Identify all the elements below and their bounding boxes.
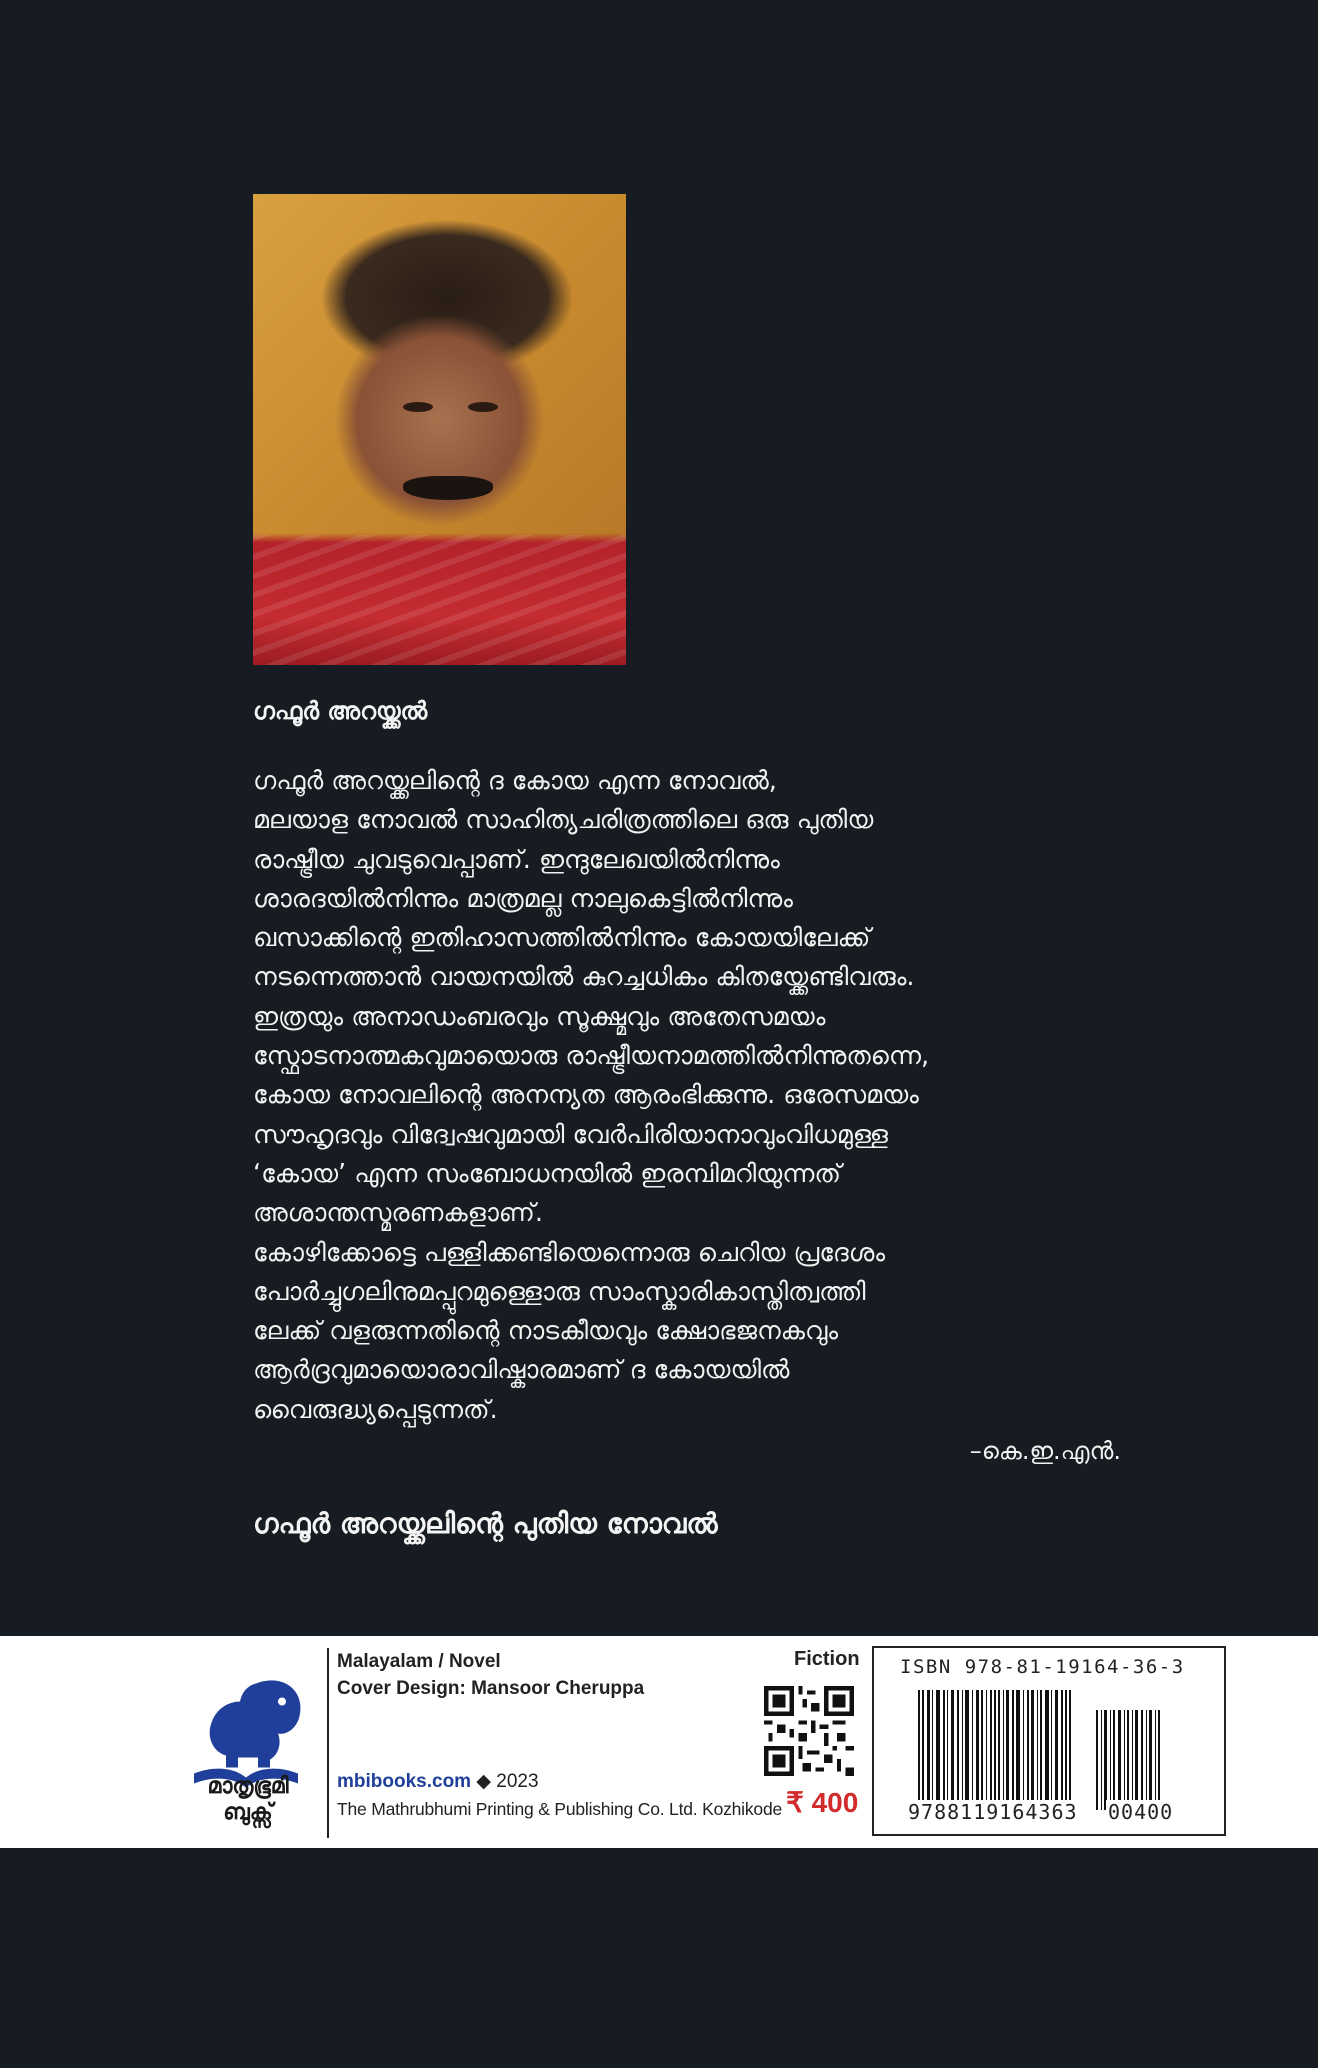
blurb-line: ‘കോയ’ എന്ന സംബോധനയിൽ ഇരമ്പിമറിയുന്നത് [253,1158,841,1189]
blurb-line: രാഷ്ട്രീയ ചുവടുവെപ്പാണ്. ഇന്ദുലേഖയിൽനിന്നും [253,844,780,875]
logo-text-line1: മാതൃഭൂമി [207,1774,289,1799]
book-blurb [253,762,1133,1430]
blurb-line: ഖസാക്കിന്റെ ഇതിഹാസത്തിൽനിന്നും കോയയിലേക്ക് [253,923,871,954]
barcode-addon-number: 00400 [1108,1800,1174,1824]
barcode-icon [918,1690,1208,1810]
blurb-line: വൈരുദ്ധ്യപ്പെടുന്നത്. [253,1394,498,1425]
footer-divider [327,1648,329,1838]
author-photo [253,194,626,665]
qr-code-icon[interactable] [764,1686,854,1776]
blurb-line: പോർച്ചുഗലിനുമപ്പുറമുള്ളൊരു സാംസ്കാരികാസ്തിത്വത്തി [253,1276,866,1307]
blurb-line: ശാരദയിൽനിന്നും മാത്രമല്ല നാലുകെട്ടിൽനിന്നും [253,883,793,914]
publisher-name: The Mathrubhumi Printing & Publishing Co. Ltd. Kozhikode [337,1799,783,1819]
book-meta [337,1648,644,1702]
website-link[interactable]: mbibooks.com [337,1771,472,1792]
book-category: Malayalam / Novel [337,1651,501,1672]
blurb-line: ആർദ്രവുമായൊരാവിഷ്കാരമാണ് ദ കോയയിൽ [253,1355,790,1386]
diamond-separator: ◆ [476,1771,491,1792]
logo-text-line2: ബുക്സ് [223,1800,273,1825]
blurb-line: കോയ നോവലിന്റെ അനന്യത ആരംഭിക്കുന്നു. ഒരേസമയം [253,1080,919,1111]
author-photo-eye-left [403,402,433,412]
blurb-line: കോഴിക്കോട്ടെ പള്ളിക്കണ്ടിയെന്നൊരു ചെറിയ പ്രദേശം [253,1237,886,1268]
publication-year: 2023 [496,1771,539,1792]
book-price: ₹ 400 [786,1787,859,1818]
blurb-line: സ്ഫോടനാത്മകവുമായൊരു രാഷ്ട്രീയനാമത്തിൽനിന്നുതന്നെ, [253,1041,930,1072]
cover-design-credit: Cover Design: Mansoor Cheruppa [337,1678,645,1699]
author-photo-shirt [253,535,626,665]
author-photo-eye-right [468,402,498,412]
website-line [337,1770,539,1793]
genre-label: Fiction [794,1648,860,1670]
blurb-line: നടന്നെത്താൻ വായനയിൽ കുറച്ചധികം കിതയ്ക്കേണ്ടിവരും. [253,962,915,993]
blurb-line: ഗഫൂർ അറയ്ക്കലിന്റെ ദ കോയ എന്ന നോവൽ, [253,766,777,796]
blurb-attribution: –കെ.ഇ.എൻ. [969,1437,1121,1465]
isbn-barcode-box [872,1646,1226,1836]
author-photo-mustache [403,476,493,500]
blurb-line: ലേക്ക് വളരുന്നതിന്റെ നാടകീയവും ക്ഷോഭജനകവും [253,1316,839,1347]
author-name-caption: ഗഫൂർ അറയ്ക്കൽ [253,697,428,725]
back-cover-footer [0,1636,1318,1848]
book-tagline: ഗഫൂർ അറയ്ക്കലിന്റെ പുതിയ നോവൽ [253,1507,718,1540]
barcode-main-number: 9788119164363 [908,1800,1078,1824]
isbn-number: ISBN 978-81-19164-36-3 [900,1656,1185,1678]
blurb-line: സൗഹൃദവും വിദ്വേഷവുമായി വേർപിരിയാനാവുംവിധമുള്ള [253,1119,888,1150]
publisher-logo-text [188,1774,308,1826]
blurb-line: അശാന്തസ്മരണകളാണ്. [253,1198,544,1229]
blurb-line: മലയാള നോവൽ സാഹിത്യചരിത്രത്തിലെ ഒരു പുതിയ [253,805,874,836]
blurb-line: ഇത്രയും അനാഡംബരവും സൂക്ഷ്മവും അതേസമയം [253,1001,826,1032]
